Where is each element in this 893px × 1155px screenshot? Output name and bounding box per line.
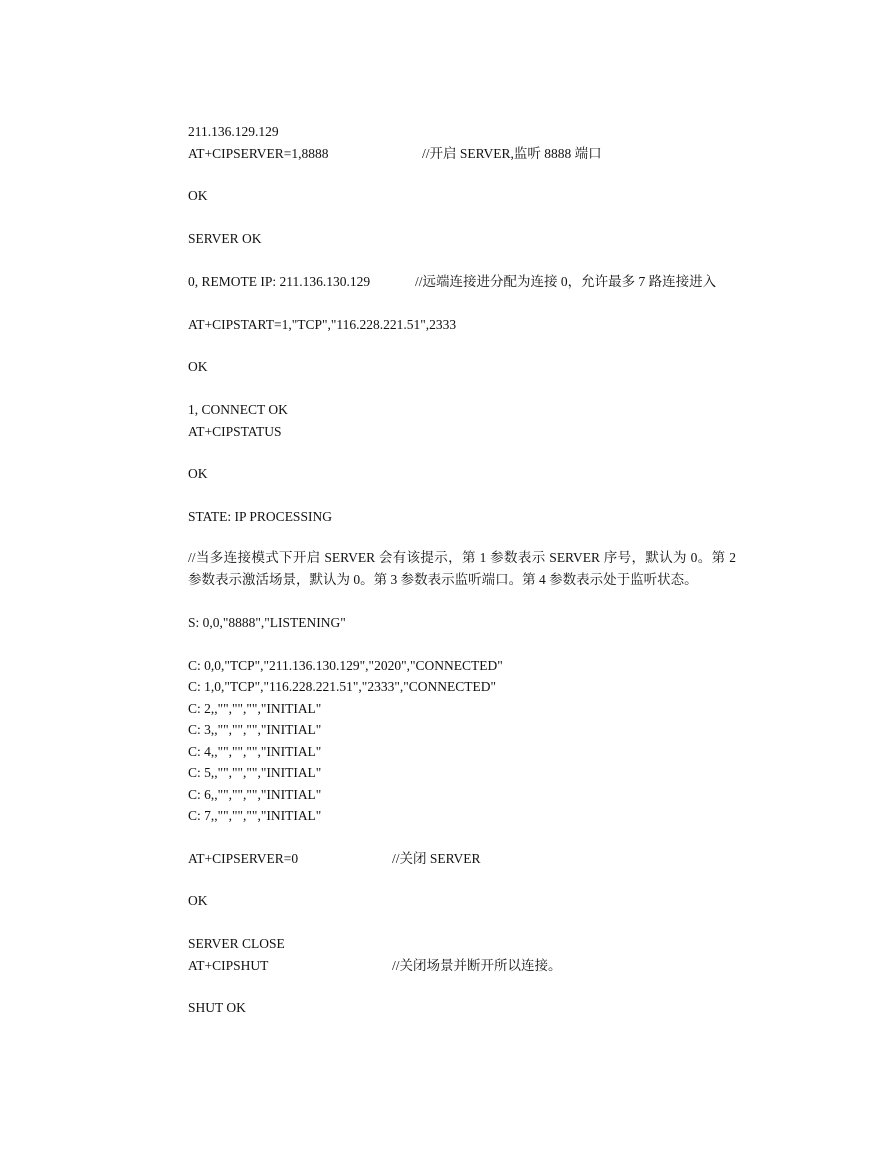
shut-ok-response: SHUT OK (188, 1000, 246, 1015)
connection-status-line: C: 0,0,"TCP","211.136.130.129","2020","CONNECTED" (188, 658, 503, 673)
cipserver-open-command: AT+CIPSERVER=1,8888 (188, 146, 329, 161)
state-line: STATE: IP PROCESSING (188, 509, 332, 524)
ok-response: OK (188, 466, 208, 481)
ok-response: OK (188, 359, 208, 374)
connection-status-line: C: 5,,"","","","INITIAL" (188, 765, 322, 780)
remote-ip-line: 0, REMOTE IP: 211.136.130.129 (188, 274, 371, 289)
cipstart-command: AT+CIPSTART=1,"TCP","116.228.221.51",2333 (188, 317, 457, 332)
remote-ip-comment: //远端连接进分配为连接 0，允许最多 7 路连接进入 (415, 274, 717, 289)
cipserver-close-comment: //关闭 SERVER (392, 851, 481, 866)
cipshut-comment: //关闭场景并断开所以连接。 (392, 958, 562, 973)
cipserver-close-command: AT+CIPSERVER=0 (188, 851, 299, 866)
cipserver-open-comment: //开启 SERVER,监听 8888 端口 (422, 146, 602, 161)
server-ok-response: SERVER OK (188, 231, 262, 246)
cipshut-command: AT+CIPSHUT (188, 958, 269, 973)
connection-status-line: C: 6,,"","","","INITIAL" (188, 787, 322, 802)
connection-status-line: C: 4,,"","","","INITIAL" (188, 744, 322, 759)
connect-ok-response: 1, CONNECT OK (188, 402, 288, 417)
connection-status-line: C: 3,,"","","","INITIAL" (188, 722, 322, 737)
server-status-explanation: //当多连接模式下开启 SERVER 会有该提示，第 1 参数表示 SERVER 序号，默认为 0。第 2 参数表示激活场景，默认为 0。第 3 参数表示监听端口。第 4 参数表示处于监听状态。 (188, 550, 736, 587)
cipstatus-command: AT+CIPSTATUS (188, 424, 282, 439)
ok-response: OK (188, 893, 208, 908)
connection-status-line: C: 1,0,"TCP","116.228.221.51","2333","CONNECTED" (188, 679, 496, 694)
ip-address-line: 211.136.129.129 (188, 124, 279, 139)
ok-response: OK (188, 188, 208, 203)
connection-status-line: C: 7,,"","","","INITIAL" (188, 808, 322, 823)
connection-status-line: C: 2,,"","","","INITIAL" (188, 701, 322, 716)
listening-status-line: S: 0,0,"8888","LISTENING" (188, 615, 346, 630)
server-close-response: SERVER CLOSE (188, 936, 285, 951)
